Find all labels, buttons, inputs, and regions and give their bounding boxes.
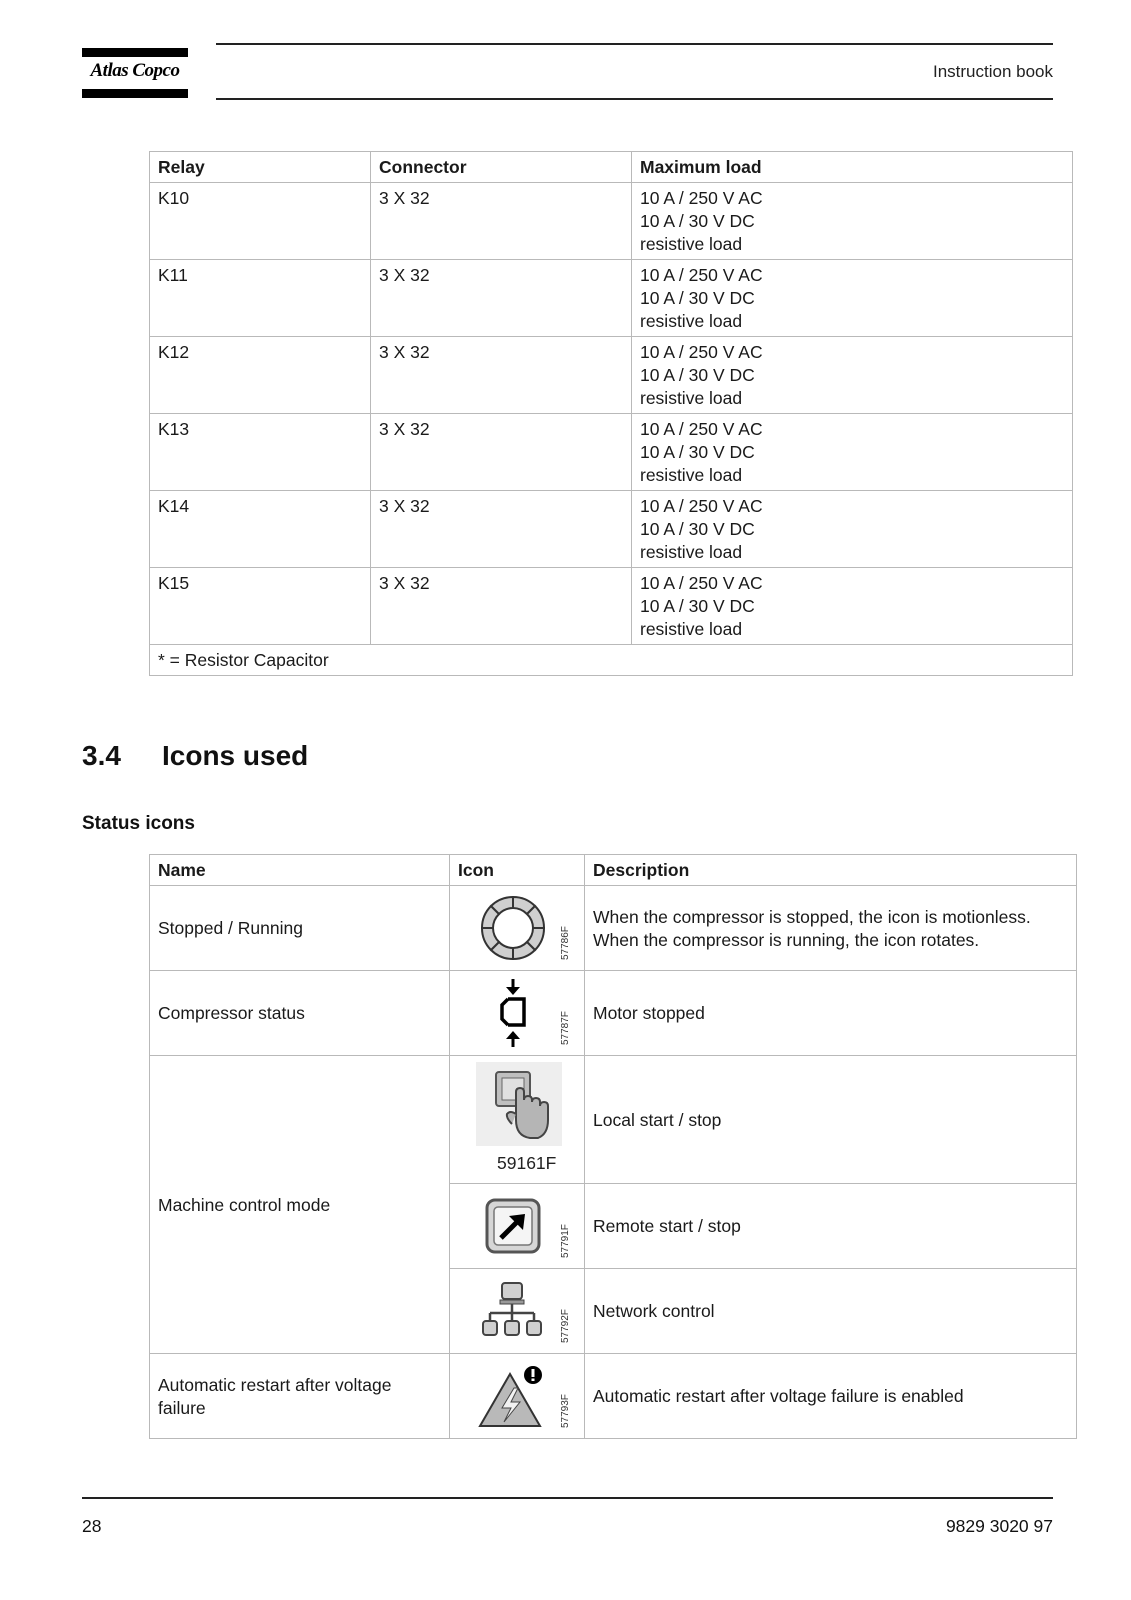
relay-cell: K13 xyxy=(150,414,371,491)
description-cell: Motor stopped xyxy=(585,971,1077,1056)
table-row xyxy=(150,1056,1077,1184)
connector-cell: 3 X 32 xyxy=(371,260,632,337)
description-cell: Local start / stop xyxy=(585,1056,1077,1184)
header-title: Instruction book xyxy=(932,62,1053,81)
figure-code: 59161F xyxy=(497,1153,557,1173)
load-line: resistive load xyxy=(640,619,743,639)
icon-cell xyxy=(450,1269,585,1354)
table-row xyxy=(150,491,1073,568)
load-cell xyxy=(632,491,1073,568)
subheading: Status icons xyxy=(82,813,195,834)
figure-code: 57793F xyxy=(560,1394,571,1428)
relay-cell: K15 xyxy=(150,568,371,645)
table-row xyxy=(150,183,1073,260)
document-number: 9829 3020 97 xyxy=(945,1516,1053,1536)
motor-stopped-icon xyxy=(488,977,538,1049)
load-line: 10 A / 30 V DC xyxy=(640,288,755,308)
table-row xyxy=(150,337,1073,414)
load-line: 10 A / 250 V AC xyxy=(640,496,763,516)
connector-cell: 3 X 32 xyxy=(371,568,632,645)
table-row xyxy=(150,1354,1077,1439)
column-header: Name xyxy=(150,855,450,886)
description-cell: Remote start / stop xyxy=(585,1184,1077,1269)
connector-cell: 3 X 32 xyxy=(371,183,632,260)
column-header: Icon xyxy=(450,855,585,886)
load-line: resistive load xyxy=(640,542,743,562)
description-line: When the compressor is running, the icon rotates. xyxy=(593,929,980,950)
load-line: resistive load xyxy=(640,311,743,331)
header-rule-top xyxy=(216,43,1053,45)
icon-cell xyxy=(450,1184,585,1269)
header-rule-bottom xyxy=(216,98,1053,100)
icon-name-cell: Automatic restart after voltage failure xyxy=(150,1354,450,1439)
load-line: resistive load xyxy=(640,388,743,408)
figure-code: 57786F xyxy=(560,926,571,960)
load-line: 10 A / 250 V AC xyxy=(640,342,763,362)
column-header: Connector xyxy=(371,152,632,183)
local-touch-icon xyxy=(476,1062,562,1146)
footer-rule xyxy=(82,1497,1053,1499)
column-header: Description xyxy=(585,855,1077,886)
relay-cell: K10 xyxy=(150,183,371,260)
relay-table xyxy=(149,151,1073,676)
load-line: 10 A / 250 V AC xyxy=(640,419,763,439)
figure-code: 57787F xyxy=(560,1011,571,1045)
table-row xyxy=(150,260,1073,337)
relay-cell: K11 xyxy=(150,260,371,337)
remote-arrow-icon xyxy=(483,1196,543,1256)
load-cell xyxy=(632,260,1073,337)
table-footnote: * = Resistor Capacitor xyxy=(150,645,1073,676)
atlas-copco-logo xyxy=(82,46,188,100)
table-footnote-row xyxy=(150,645,1073,676)
relay-cell: K12 xyxy=(150,337,371,414)
load-cell xyxy=(632,183,1073,260)
table-row xyxy=(150,414,1073,491)
figure-code: 57792F xyxy=(560,1309,571,1343)
load-cell xyxy=(632,414,1073,491)
table-header-row xyxy=(150,152,1073,183)
load-cell xyxy=(632,337,1073,414)
table-header-row xyxy=(150,855,1077,886)
page-number: 28 xyxy=(82,1516,102,1536)
icon-name-cell: Machine control mode xyxy=(150,1056,450,1354)
connector-cell: 3 X 32 xyxy=(371,491,632,568)
connector-cell: 3 X 32 xyxy=(371,414,632,491)
column-header: Relay xyxy=(150,152,371,183)
load-line: 10 A / 250 V AC xyxy=(640,265,763,285)
table-row xyxy=(150,971,1077,1056)
load-line: 10 A / 30 V DC xyxy=(640,211,755,231)
description-cell: Network control xyxy=(585,1269,1077,1354)
column-header: Maximum load xyxy=(632,152,1073,183)
description-cell xyxy=(585,886,1077,971)
load-cell xyxy=(632,568,1073,645)
connector-cell: 3 X 32 xyxy=(371,337,632,414)
table-row xyxy=(150,886,1077,971)
description-cell: Automatic restart after voltage failure is enabled xyxy=(585,1354,1077,1439)
load-line: 10 A / 250 V AC xyxy=(640,188,763,208)
icon-name-cell: Stopped / Running xyxy=(150,886,450,971)
load-line: 10 A / 30 V DC xyxy=(640,519,755,539)
load-line: resistive load xyxy=(640,234,743,254)
load-line: 10 A / 250 V AC xyxy=(640,573,763,593)
figure-code: 57791F xyxy=(560,1224,571,1258)
load-line: 10 A / 30 V DC xyxy=(640,365,755,385)
icon-name-cell: Compressor status xyxy=(150,971,450,1056)
voltage-warning-icon xyxy=(478,1364,550,1430)
icons-table xyxy=(149,854,1077,1439)
icon-cell xyxy=(450,886,585,971)
load-line: 10 A / 30 V DC xyxy=(640,442,755,462)
section-heading xyxy=(82,740,308,772)
load-line: resistive load xyxy=(640,465,743,485)
table-row xyxy=(150,568,1073,645)
load-line: 10 A / 30 V DC xyxy=(640,596,755,616)
section-number: 3.4 xyxy=(82,740,121,771)
section-title: Icons used xyxy=(162,740,309,771)
logo-text: Atlas Copco xyxy=(90,60,180,81)
network-icon xyxy=(480,1279,544,1343)
icon-cell xyxy=(450,1354,585,1439)
relay-cell: K14 xyxy=(150,491,371,568)
rotating-segments-icon xyxy=(478,893,548,963)
icon-cell xyxy=(450,971,585,1056)
description-line: When the compressor is stopped, the icon is motionless. xyxy=(593,906,1031,927)
icon-cell xyxy=(450,1056,585,1184)
